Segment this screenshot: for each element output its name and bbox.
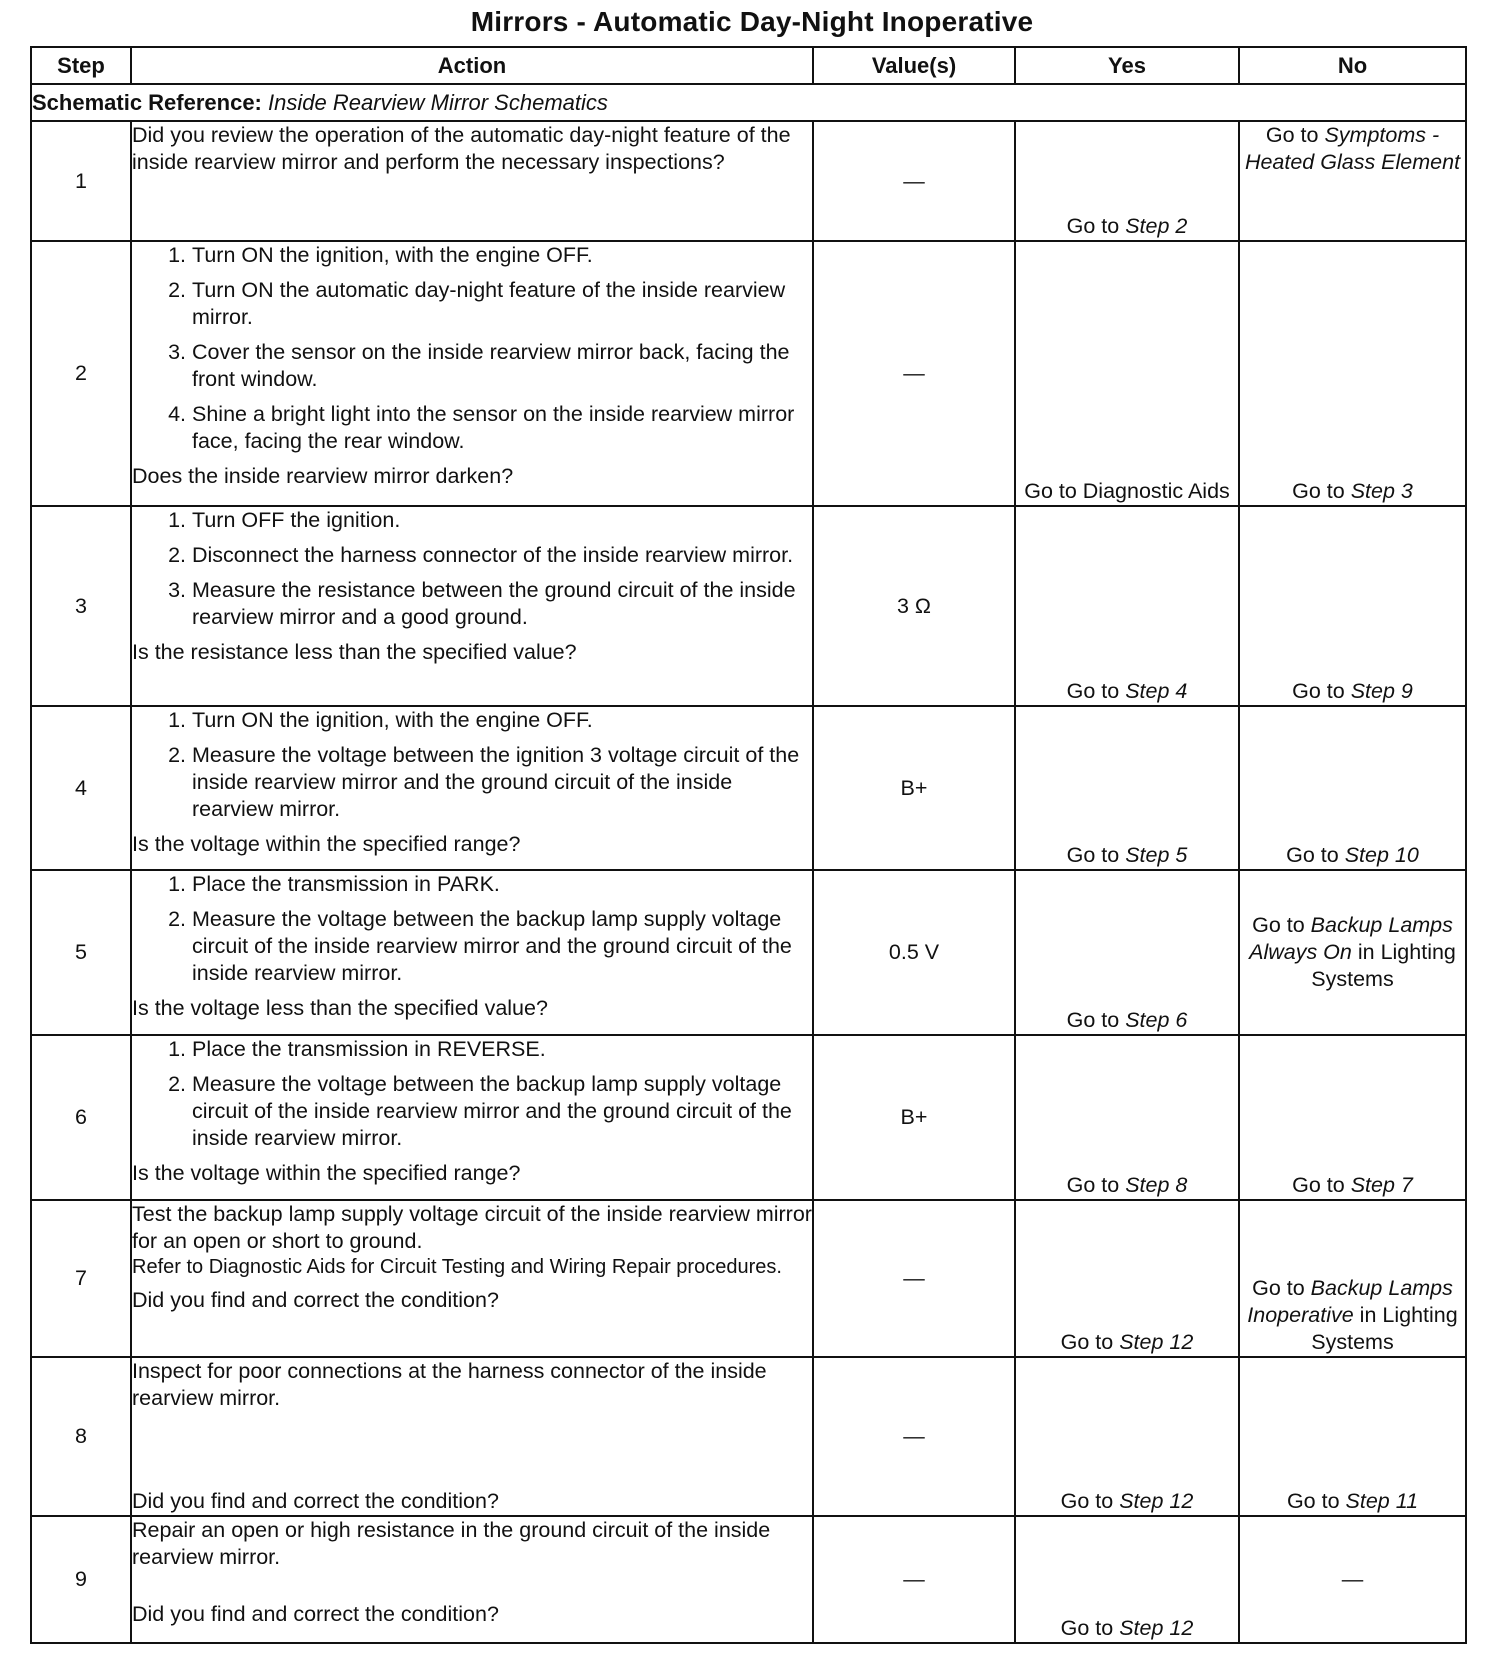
value-cell: — [813, 241, 1015, 506]
schematic-reference [31, 84, 1466, 121]
yes-cell[interactable] [1015, 241, 1239, 506]
no-cell[interactable] [1239, 1357, 1466, 1516]
diagnostic-table [30, 46, 1467, 1644]
action-cell [131, 1035, 813, 1200]
value-cell: — [813, 1200, 1015, 1357]
no-cell[interactable] [1239, 241, 1466, 506]
page-title: Mirrors - Automatic Day-Night Inoperative [470, 6, 1034, 37]
list-item: 2. Measure the voltage between the backup lamp supply voltage circuit of the inside rearview mirror and the ground circuit of the inside rearview mirror. [192, 906, 812, 987]
header-yes: Yes [1015, 47, 1239, 84]
yes-cell[interactable] [1015, 1035, 1239, 1200]
header-action: Action [131, 47, 813, 84]
step-number: 2 [31, 241, 131, 506]
action-cell [131, 241, 813, 506]
table-row [31, 241, 1466, 506]
yes-link[interactable]: Step 12 [1119, 1489, 1194, 1513]
action-cell [131, 870, 813, 1035]
value-cell: B+ [813, 706, 1015, 870]
no-prefix: Go to [1292, 479, 1345, 503]
no-suffix: in Lighting Systems [1311, 1303, 1458, 1354]
value-cell: 0.5 V [813, 870, 1015, 1035]
value-cell: — [813, 1516, 1015, 1643]
list-item: 2. Measure the voltage between the ignition 3 voltage circuit of the inside rearview mirror and the ground circuit of the inside rearview mirror. [192, 742, 812, 823]
table-row [31, 870, 1466, 1035]
action-cell [131, 121, 813, 241]
header-values: Value(s) [813, 47, 1015, 84]
value-cell: B+ [813, 1035, 1015, 1200]
no-link[interactable]: Step 3 [1350, 479, 1413, 503]
table-row [31, 706, 1466, 870]
no-link[interactable]: Backup Lamps Always On [1249, 913, 1453, 964]
step-number: 6 [31, 1035, 131, 1200]
yes-prefix: Go to [1060, 1330, 1114, 1354]
action-question: Does the inside rearview mirror darken? [132, 464, 514, 488]
list-item: 1. Turn ON the ignition, with the engine OFF. [192, 242, 812, 269]
table-row [31, 506, 1466, 706]
no-link[interactable]: Backup Lamps Inoperative [1247, 1276, 1453, 1327]
yes-cell[interactable] [1015, 706, 1239, 870]
header-row [31, 47, 1466, 84]
action-cell [131, 1516, 813, 1643]
yes-link[interactable]: Step 4 [1125, 679, 1188, 703]
step-number: 7 [31, 1200, 131, 1357]
table-row [31, 121, 1466, 241]
procedure-list [132, 871, 812, 987]
procedure-list [132, 707, 812, 823]
yes-prefix: Go to [1066, 679, 1120, 703]
list-item: 4. Shine a bright light into the sensor on the inside rearview mirror face, facing the rear window. [192, 401, 812, 455]
no-link[interactable]: Step 9 [1350, 679, 1413, 703]
list-item: 2. Disconnect the harness connector of the inside rearview mirror. [192, 542, 812, 569]
no-cell[interactable] [1239, 1035, 1466, 1200]
procedure-list [132, 1036, 812, 1152]
step-number: 8 [31, 1357, 131, 1516]
no-cell[interactable] [1239, 121, 1466, 241]
no-link[interactable]: Step 11 [1345, 1489, 1419, 1513]
no-cell[interactable] [1239, 870, 1466, 1035]
action-question: Is the voltage less than the specified value? [132, 996, 548, 1020]
no-prefix: Go to [1286, 1489, 1340, 1513]
step-number: 5 [31, 870, 131, 1035]
no-link[interactable]: Step 10 [1344, 843, 1419, 867]
list-item: 2. Measure the voltage between the backup lamp supply voltage circuit of the inside rearview mirror and the ground circuit of the inside rearview mirror. [192, 1071, 812, 1152]
schematic-link[interactable]: Inside Rearview Mirror Schematics [268, 90, 608, 115]
step-number: 9 [31, 1516, 131, 1643]
table-row [31, 1357, 1466, 1516]
no-cell[interactable] [1239, 1200, 1466, 1357]
yes-link[interactable]: Go to Diagnostic Aids [1024, 479, 1230, 503]
yes-prefix: Go to [1060, 1616, 1114, 1640]
yes-link[interactable]: Step 6 [1125, 1008, 1188, 1032]
no-prefix: Go to [1286, 843, 1339, 867]
yes-cell[interactable] [1015, 506, 1239, 706]
action-text: Inspect for poor connections at the harness connector of the inside rearview mirror. [132, 1359, 767, 1410]
no-cell: — [1239, 1516, 1466, 1643]
action-text: Did you review the operation of the automatic day-night feature of the inside rearview mirror and perform the necessary inspections? [132, 123, 791, 174]
action-note: Refer to Diagnostic Aids for Circuit Testing and Wiring Repair procedures. [132, 1256, 782, 1278]
value-cell: 3 Ω [813, 506, 1015, 706]
action-text: Test the backup lamp supply voltage circuit of the inside rearview mirror for an open or short to ground. [132, 1202, 812, 1253]
yes-link[interactable]: Step 12 [1119, 1330, 1194, 1354]
action-cell [131, 1200, 813, 1357]
action-cell [131, 506, 813, 706]
action-question: Did you find and correct the condition? [132, 1288, 499, 1312]
no-prefix: Go to [1292, 679, 1345, 703]
step-number: 3 [31, 506, 131, 706]
no-link[interactable]: Symptoms -Heated Glass Element [1244, 123, 1461, 174]
yes-link[interactable]: Step 12 [1119, 1616, 1194, 1640]
yes-prefix: Go to [1066, 214, 1120, 238]
value-cell: — [813, 1357, 1015, 1516]
no-prefix: Go to [1265, 123, 1319, 147]
yes-link[interactable]: Step 2 [1125, 214, 1188, 238]
action-question: Is the voltage within the specified range? [132, 1161, 521, 1185]
action-cell [131, 706, 813, 870]
yes-link[interactable]: Step 8 [1125, 1173, 1188, 1197]
header-no: No [1239, 47, 1466, 84]
list-item: 3. Cover the sensor on the inside rearview mirror back, facing the front window. [192, 339, 812, 393]
step-number: 4 [31, 706, 131, 870]
no-link[interactable]: Step 7 [1350, 1173, 1413, 1197]
list-item: 3. Measure the resistance between the ground circuit of the inside rearview mirror and a good ground. [192, 577, 812, 631]
action-text: Repair an open or high resistance in the ground circuit of the inside rearview mirror. [132, 1518, 771, 1569]
table-row [31, 1200, 1466, 1357]
schematic-reference-row [31, 84, 1466, 121]
list-item: 1. Turn OFF the ignition. [192, 507, 812, 534]
value-cell: — [813, 121, 1015, 241]
yes-prefix: Go to [1066, 843, 1120, 867]
yes-cell[interactable] [1015, 121, 1239, 241]
yes-prefix: Go to [1066, 1173, 1120, 1197]
yes-link[interactable]: Step 5 [1125, 843, 1188, 867]
list-item: 2. Turn ON the automatic day-night feature of the inside rearview mirror. [192, 277, 812, 331]
action-question: Is the resistance less than the specified value? [132, 640, 577, 664]
table-row [31, 1035, 1466, 1200]
table-row [31, 1516, 1466, 1643]
list-item: 1. Place the transmission in REVERSE. [192, 1036, 812, 1063]
no-prefix: Go to [1252, 1276, 1305, 1300]
no-cell[interactable] [1239, 706, 1466, 870]
action-question: Is the voltage within the specified range? [132, 832, 521, 856]
action-cell [131, 1357, 813, 1516]
procedure-list [132, 507, 812, 631]
list-item: 1. Turn ON the ignition, with the engine OFF. [192, 707, 812, 734]
yes-prefix: Go to [1060, 1489, 1114, 1513]
step-number: 1 [31, 121, 131, 241]
action-question: Did you find and correct the condition? [132, 1602, 499, 1626]
header-step: Step [31, 47, 131, 84]
list-item: 1. Place the transmission in PARK. [192, 871, 812, 898]
action-question: Did you find and correct the condition? [132, 1489, 499, 1513]
yes-cell[interactable] [1015, 1516, 1239, 1643]
yes-cell[interactable] [1015, 1200, 1239, 1357]
yes-prefix: Go to [1066, 1008, 1120, 1032]
procedure-list [132, 242, 812, 455]
schematic-label: Schematic Reference: [32, 90, 262, 115]
no-prefix: Go to [1292, 1173, 1345, 1197]
no-suffix: in Lighting Systems [1311, 940, 1456, 991]
no-prefix: Go to [1252, 913, 1305, 937]
yes-cell[interactable] [1015, 1357, 1239, 1516]
yes-cell[interactable] [1015, 870, 1239, 1035]
no-cell[interactable] [1239, 506, 1466, 706]
